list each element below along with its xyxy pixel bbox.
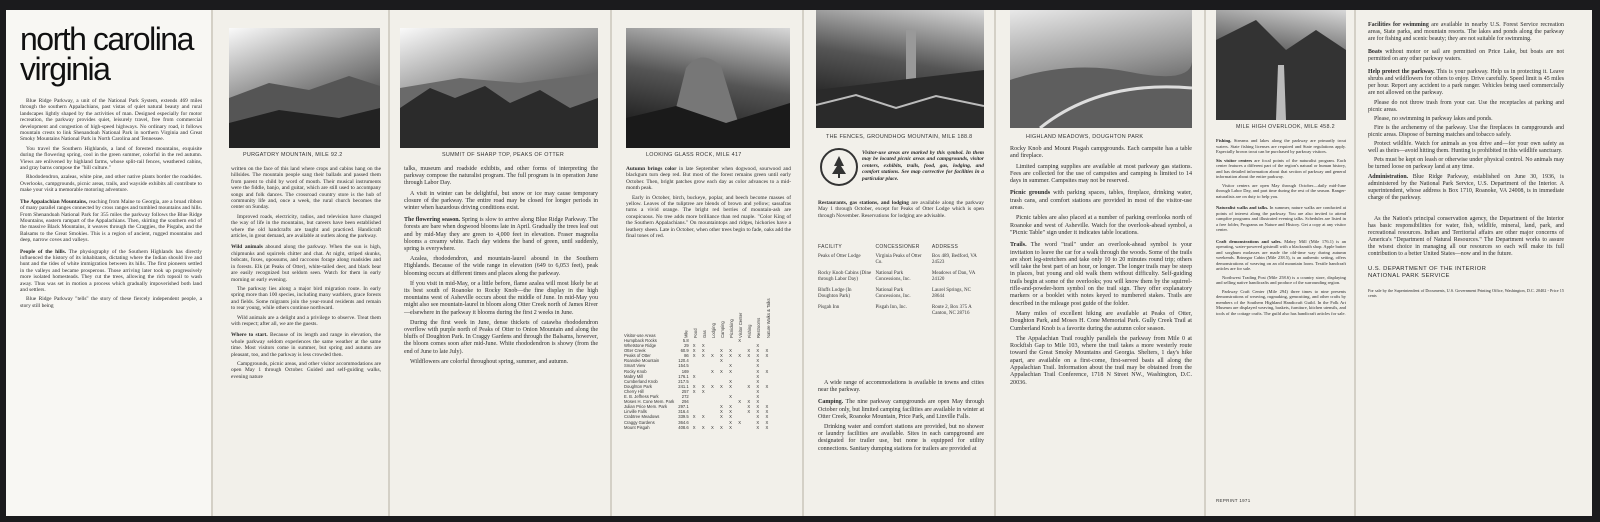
trash-paragraph: Please do not throw trash from your car. Use the receptacles at parking and picnic areas. (1368, 100, 1564, 113)
respect-paragraph: Wild animals are a delight and a privilege to observe. Treat them with respect; after all, we are the guests. (231, 314, 381, 327)
brochure-sheet (6, 10, 1592, 516)
panel-looking-glass (612, 10, 802, 516)
panel-purgatory (213, 10, 388, 516)
sharp-top-photo (400, 28, 598, 148)
facility-cell: Pisgah Inn (818, 305, 840, 310)
area-name-cell: Linville Falls (624, 409, 647, 415)
accommodations-paragraph: A wide range of accommodations is available in towns and cities near the parkway. (818, 380, 984, 394)
story-paragraph: Blue Ridge Parkway "tells" the story of these fiercely independent people, a story still being (20, 296, 202, 309)
facility-mark-cell: X (756, 343, 760, 349)
facility-mark-cell: X (710, 368, 714, 374)
facility-mark-cell: X (756, 368, 760, 374)
wild-animals-heading: Wild animals (231, 244, 263, 251)
autumn-heading: Autumn brings color (626, 166, 677, 172)
people-paragraph: The physiography of the Southern Highlands has directly influenced the history of its inhabitants, dictating where the Indian should live and hunt and the tides of white immigration between its hills. The first pioneers settled in the valleys and became prosperous. Those arriving later took up progressively more isolated homesteads. They cut the trees, allowing the rich topsoil to wash away. Thus was set in motion a process which gradually impoverished both land and settlers. (20, 248, 202, 293)
facility-mark-cell (745, 425, 754, 430)
reprint-label: REPRINT 1971 (1216, 498, 1251, 503)
protect-heading: Help protect the parkway. (1368, 69, 1435, 75)
purgatory-caption: PURGATORY MOUNTAIN, MILE 92.2 (243, 152, 343, 158)
appalachian-heading: The Appalachian Mountains, (20, 198, 88, 205)
campgrounds-paragraph: Campgrounds, picnic areas, and other visitor accommodations are open May 1 through October. Guided and self-guiding walks, evening nature (231, 360, 381, 380)
table-header-cell: Fishing (747, 324, 753, 338)
facility-mark-cell: X (756, 378, 760, 384)
area-name-cell: Peaks of Otter (624, 353, 651, 359)
facility-mark-cell: X (701, 424, 705, 430)
flowering-season-paragraph: Spring is slow to arrive along Blue Ridge Parkway. The forests are bare when dogwood blooms late in April. Gradually the trees leaf out and by mid-May they are green to 4,000 feet in elevation. Fraser magnolia blooms a creamy white. Each day widens the band of green, until suddenly, spring is everywhere. (404, 217, 598, 253)
drinking-water-paragraph: Drinking water and comfort stations are provided, but no shower or laundry facilities are available. Sites in each campground are designated for trailer use, but none is equipped for utility connections. Sanitary dumping stations for trailers are provided at (818, 424, 984, 452)
facility-mark-cell: X (738, 399, 742, 405)
address-cell: Box 489, Bedford, VA 24523 (931, 254, 977, 265)
facility-mark-cell: X (747, 383, 751, 389)
october-paragraph: Early in October, birch, buckeye, poplar, and beech become masses of yellow. Leaves of the tuliptree are blends of brown and yellow; sassafras turns a vivid orange. The bright red berries of mountain-ash are conspicuous. No tree adds more brilliance than red maple. "Color King of the Southern Appalachians." On mountaintops and ridges, hickories have a leathery sheen. Late in October, when other trees begin to fade, oaks add the final tones of red. (626, 194, 791, 240)
table-header-cell: Restrooms (756, 317, 762, 338)
address-cell: Laurel Springs, NC 28644 (931, 288, 971, 299)
panel-highland-meadows (996, 10, 1204, 516)
area-name-cell: Roanoke Mountain (624, 358, 660, 364)
facility-mark-cell: X (765, 419, 769, 425)
wild-animals-paragraph: abound along the parkway. When the sun is high, chipmunks and squirrels chitter and chat. At night, striped skunks, bobcats, foxes, opossums, and raccoons forage along roadsides and in forests. Elk (at Peaks of Otter), white-tailed deer, and black bear are easily recognized but seldom seen. Watch for them in early morning or early evening. (231, 244, 381, 283)
facility-mark-cell: X (729, 394, 732, 400)
facility-mark-cell: X (729, 414, 732, 420)
facility-mark-cell: X (738, 419, 742, 425)
facility-mark-cell: X (729, 353, 732, 359)
table-header-cell: Food (692, 328, 698, 338)
facility-mark-cell: X (765, 348, 769, 354)
concessions-table (818, 244, 984, 322)
concessioner-cell: National Park Concessions, Inc. (875, 288, 911, 299)
facility-mark-cell: X (720, 414, 723, 420)
facility-mark-cell: X (729, 404, 732, 410)
appalachian-trail-paragraph: The Appalachian Trail roughly parallels the parkway from Mile 0 at Rockfish Gap to Mile 103, where the trail takes a more westerly route toward the Great Smoky Mountains and Georgia. Shelters, 1 day's hike apart, are available on a first-come, first-served basis all along the Appalachian Trail. Information about the trail may be obtained from the Appalachian Trail Conference, 1718 N Street NW., Washington, D.C. 20036. (1010, 335, 1192, 386)
facility-mark-cell: X (738, 338, 742, 343)
mile-cell: 294 (681, 399, 689, 405)
intro-paragraph: Blue Ridge Parkway, a unit of the National Park System, extends 469 miles through the southern Appalachians, past vistas of quiet natural beauty and rural landscapes lightly shaped by the activities of man. Designed especially for motor recreation, the parkway provides quiet, leisurely travel, free from commercial development and congestion of high-speed highways. No ordinary road, it follows mountain crests to link Shenandoah National Park in northern Virginia and Great Smoky Mountains National Park in North Carolina and Tennessee. (20, 98, 202, 143)
facility-mark-cell: X (720, 358, 723, 364)
wildlife-paragraph: Protect wildlife. Watch for animals as you drive and—for your own safety as well as theirs—avoid hitting them. Hunting is prohibited in this wildlife sanctuary. (1368, 141, 1564, 154)
facility-mark-cell: X (692, 414, 696, 420)
mile-cell: 316.4 (678, 409, 689, 415)
table-header-cell: Lodging (710, 323, 716, 338)
restaurants-heading: Restaurants, gas stations, and lodging (818, 200, 909, 206)
facility-mark-cell: X (765, 409, 769, 415)
panel8-text (1368, 22, 1564, 298)
camping-supplies-paragraph: Limited camping supplies are available at most parkway gas stations. Fees are collected for the use of campsites and camping is limited to 14 days in summer. Campsites may not be reserved. (1010, 163, 1192, 185)
where-to-start-heading: Where to start. (231, 332, 268, 339)
restaurants-paragraph: are available along the parkway May 1 through October, except for Peaks of Otter Lodge which is open through November. Reservations for lodging are advisable. (818, 200, 984, 219)
panel7-text (1216, 138, 1346, 316)
area-name-cell: Rocky Knob (624, 368, 647, 374)
facility-mark-cell: X (720, 348, 723, 354)
people-heading: People of the hills. (20, 248, 67, 255)
facility-mark-cell: X (729, 424, 732, 430)
sale-notice: For sale by the Superintendent of Documents, U.S. Government Printing Office, Washington, D.C. 20402 - Price 15 cents (1368, 288, 1564, 298)
visitor-hours-paragraph: Visitor centers are open May through October—daily mid-June through Labor Day, and part time during the rest of the season. Ranger-naturalists are on duty to help you. (1216, 182, 1346, 199)
where-to-start-paragraph: Because of its length and range in elevation, the whole parkway seldom experiences the same weather at the same time. Most visitors come in summer, but spring and autumn are pleasant, too, and the parkway is less crowded then. (231, 332, 381, 358)
intro-text (20, 98, 202, 309)
mountain-people-paragraph: written on the face of this land where crops and cabins hang on the hillsides. The mountain people sang their ballads and passed them from parent to child by word of mouth. Their musical instruments were the fiddle, banjo, and guitar, which are still used to accompany songs and folk dances. The crossroad country store is the hub of community life and, once a week, the rural church becomes the center on Sunday. (231, 166, 381, 211)
fishing-paragraph: Streams and lakes along the parkway are primarily trout waters. State fishing licenses are required and State regulations apply. Especially brown trout can be purchased by parkway visitors. (1216, 138, 1346, 154)
facility-mark-cell: X (701, 388, 705, 394)
looking-glass-rock-photo (626, 28, 790, 148)
facility-mark-cell: X (692, 388, 696, 394)
boats-heading: Boats (1368, 49, 1383, 55)
administration-paragraph: Blue Ridge Parkway, established on June 30, 1936, is administered by the National Park Service, U.S. Department of the Interior. A superintendent, whose address is Box 1710, Roanoke, VA 24008, is in immediate charge of the parkway. (1368, 174, 1564, 201)
fire-paragraph: Fire is the archenemy of the parkway. Use the fireplaces in campgrounds and picnic areas. Dispose of burning matches and tobacco safely. (1368, 125, 1564, 138)
facility-mark-cell: X (756, 424, 760, 430)
area-name-cell: Humpback Rocks (624, 338, 657, 343)
facility-mark-cell: X (765, 404, 769, 410)
facility-mark-cell: X (692, 424, 696, 430)
facility-mark-cell: X (765, 424, 769, 430)
mile-high-overlook-photo (1216, 10, 1346, 120)
craft-heading: Craft demonstrations and sales. (1216, 238, 1282, 244)
panel4-text (626, 166, 791, 239)
mile-cell: 86 (684, 353, 689, 359)
table-row (818, 254, 984, 271)
highland-meadows-caption: HIGHLAND MEADOWS, DOUGHTON PARK (1026, 134, 1144, 140)
facility-mark-cell: X (729, 378, 732, 384)
facility-mark-cell: X (729, 419, 732, 425)
no-swimming-paragraph: Please, no swimming in parkway lakes and ponds. (1374, 116, 1493, 122)
facility-mark-cell: X (692, 348, 696, 354)
mile-cell: 176.1 (678, 373, 689, 379)
visitor-centers-heading: Six visitor centers (1216, 157, 1253, 163)
area-name-cell: Moses H. Cone Mem. Park (624, 399, 675, 405)
panel-mile-high (1206, 10, 1354, 516)
area-name-cell: Doughton Park (624, 383, 652, 389)
mile-cell: 120.4 (678, 358, 689, 364)
facility-mark-cell: X (710, 383, 714, 389)
conc-header-cell: CONCESSIONER (875, 244, 920, 250)
appalachian-paragraph: reaching from Maine to Georgia, are a broad ribbon of many parallel ranges connected by cross ranges and tumbled mountains and hills. From Shenandoah National Park for 355 miles the parkway follows the Blue Ridge Mountains, eastern rampart of the Appalachians. Then, skirting the southern end of the massive Black Mountains, it weaves through the Craggies, the Pisgahs, and the Balsams to the Great Smokies. This is a region of ancient, rugged mountains and deep, narrow coves and valleys. (20, 198, 202, 244)
facility-mark-cell: X (756, 419, 760, 425)
facility-mark-cell: X (765, 414, 769, 420)
facility-mark-cell: X (729, 409, 732, 415)
trails-heading: Trails. (1010, 242, 1027, 249)
groundhog-fences-photo (816, 10, 984, 128)
facility-mark-cell: X (701, 353, 705, 359)
facility-mark-cell: X (756, 353, 760, 359)
mile-cell: 241.1 (678, 383, 689, 389)
facility-mark-cell: X (692, 353, 696, 359)
facility-mark-cell (736, 425, 745, 430)
naturalist-walks-heading: Naturalist walks and talks. (1216, 205, 1269, 210)
facility-cell: Rocky Knob Cabins (Dine through Labor Day) (818, 271, 872, 282)
naturalist-walks-paragraph: In summer, nature walks are conducted at points of interest along the parkway. You are also invited to attend campfire programs and illustrated evening talks. Schedules are listed in a free folder, Programs on Nature and History. Get a copy at any visitor center. (1216, 205, 1347, 232)
area-name-cell: Julian Price Mem. Park (624, 404, 668, 410)
conc-header-cell: FACILITY (818, 244, 843, 250)
trails-paragraph: The word "trail" under an overlook-ahead symbol is your invitation to leave the car for a walk through the woods. Some of the trails are short leg-stretchers and take only 10 to 20 minutes round trip; others will take the best part of an hour, or longer. The longer trails may be steep in places, but young and old walk them without difficulty. Self-guiding trails begin at some of the overlooks; you will know them by the squirrel-rifle-and-powder-horn symbol on the trail sign. They offer explanatory markers or a booklet with notes keyed to numbered stakes. Trails are described in the mileage post guide of the folder. (1010, 242, 1192, 307)
swimming-heading: Facilities for swimming (1368, 22, 1429, 28)
facility-mark-cell: X (747, 409, 751, 415)
table-row (818, 305, 984, 322)
mile-cell: 5.8 (682, 338, 689, 343)
facility-mark-cell: X (729, 368, 732, 374)
panel5-text-bottom (818, 380, 984, 453)
looking-glass-caption: LOOKING GLASS ROCK, MILE 417 (646, 152, 742, 158)
area-name-cell: E. B. Jeffress Park (624, 394, 659, 400)
facility-mark-cell: X (692, 383, 696, 389)
table-row (818, 288, 984, 305)
brochure-title (20, 21, 193, 87)
facility-mark-cell: X (756, 388, 760, 394)
facility-mark-cell: X (756, 399, 760, 405)
facility-mark-cell: X (756, 383, 760, 389)
table-header-cell: Mile (683, 330, 689, 338)
mile-cell: 217.5 (678, 378, 689, 384)
facility-mark-cell: X (756, 348, 760, 354)
facility-mark-cell: X (756, 358, 760, 364)
trading-post-paragraph: Northwest Trading Post (Mile 258.6) is a country store, displaying and selling native handicrafts and produce of the surrounding region. (1216, 274, 1346, 285)
facility-mark-cell: X (756, 404, 760, 410)
purgatory-mountain-photo (229, 28, 380, 148)
plants-paragraph: Rhododendron, azaleas, white pine, and other native plants border the roadsides. Overlooks, campgrounds, picnic areas, trails, and wayside exhibits all contribute to make your visit a memorable motoring adventure. (20, 174, 202, 194)
protect-paragraph: This is your parkway. Help us in protecting it. Leave shrubs and wildflowers for others to enjoy. Drive carefully. Speed limit is 45 miles per hour. Report any accident to a park ranger. Vehicles being used commercially are not allowed on the parkway. (1368, 69, 1565, 96)
conc-header-cell: ADDRESS (931, 244, 959, 250)
naturalist-program-paragraph: talks, museum and roadside exhibits, and other forms of interpreting the parkway compose the naturalist program. The full program is in operation June through Labor Day. (404, 166, 598, 187)
picnic-grounds-paragraph: with parking spaces, tables, fireplace, drinking water, trash cans, and comfort stations are provided in most of the visitor-use areas. (1010, 190, 1192, 212)
facility-mark-cell: X (747, 399, 751, 405)
department-block (1368, 266, 1564, 280)
boats-paragraph: without motor or sail are permitted on Price Lake, but boats are not permitted on any other parkway waters. (1368, 49, 1564, 62)
pets-paragraph: Pets must be kept on leash or otherwise under physical control. No animals may be turned loose on parkway land at any time. (1368, 157, 1564, 170)
facility-mark-cell: X (729, 383, 732, 389)
table-row (818, 271, 984, 288)
symbol-legend: Visitor-use areas are marked by this symbol. In them may be located picnic areas and campgrounds, visitor centers, exhibits, trails, food, gas, lodging, and comfort stations. See map corrective for facilities in a particular place. (862, 150, 984, 182)
panel-back (1356, 10, 1592, 516)
area-name-cell: Craggy Gardens (624, 419, 655, 425)
highlands-paragraph: You travel the Southern Highlands, a land of forested mountains, exquisite during the flowering spring, cool in the green summer, colorful in the red autumn. Views are enlivened by highland farms, whose split-rail fences, weathered cabins, and gray barns compose the "hill culture." (20, 145, 202, 172)
cover-panel (6, 10, 211, 516)
facility-mark-cell: X (692, 373, 696, 379)
mile-cell: 272 (681, 394, 689, 400)
area-name-cell: Whetstone Ridge (624, 343, 657, 349)
facility-mark-cell: X (720, 368, 723, 374)
mile-cell: 297.1 (678, 404, 689, 410)
winter-paragraph: A visit in winter can be delightful, but snow or ice may cause temporary closure of the parkway. The entire road may be closed for longer periods in winter when hazardous driving conditions exist. (404, 190, 598, 212)
area-name-cell: Cumberland Knob (624, 378, 658, 384)
panel2-text (231, 166, 381, 380)
table-header-cell: Gas (701, 330, 707, 338)
facility-mark-cell: X (747, 353, 751, 359)
facility-cell: Bluffs Lodge (In Doughton Park) (818, 288, 852, 299)
bird-migration-paragraph: The parkway lies along a major bird migration route. In early spring more than 100 species, including many warblers, grace forests and fields. Some migrants join the year-round residents and remain to rear young, while others continue northward. (231, 285, 381, 312)
facility-mark-cell: X (701, 414, 705, 420)
visitor-use-table (622, 286, 773, 430)
facility-mark-cell: X (747, 404, 751, 410)
facility-mark-cell: X (701, 343, 705, 349)
facility-mark-cell: X (720, 404, 723, 410)
fences-caption: THE FENCES, GROUNDHOG MOUNTAIN, MILE 188.8 (826, 134, 973, 140)
mile-cell: 169 (681, 368, 689, 374)
facility-mark-cell: X (756, 409, 760, 415)
panel-sharp-top (390, 10, 610, 516)
picnic-tables-paragraph: Picnic tables are also placed at a number of parking overlooks north of Roanoke and west of Asheville. Watch for the overlook-ahead symbol, a "Picnic Table" sign under it indicates table locations. (1010, 215, 1192, 236)
address-cell: Route 2, Box 375 A Canton, NC 28716 (931, 305, 972, 316)
mid-may-paragraph: If you visit in mid-May, or a little before, flame azalea will most likely be at its best south of Roanoke to Rocky Knob—the fine display in the high mountains west of Asheville occurs about the middle of June. In mid-May you might also see mountain-laurel in bloom along Otter Creek north of James River—elsewhere in the parkway it blooms during the first 2 weeks in June. (404, 280, 598, 316)
area-name-cell: Smart View (624, 363, 646, 369)
june-paragraph: During the first week in June, dense thickets of catawba rhododendron overflow with purple north of Peaks of Otter to Onion Mountain and along the bluffs of Doughton Park. In Craggy Gardens and through the Balsams, however, the bloom comes soon after mid-June. White rhododendron is showy (from the end of June to late July). (404, 319, 598, 355)
facility-mark-cell: X (710, 353, 714, 359)
table-header-cell: Visitor-use Areas (624, 332, 656, 338)
mile-cell: 257 (681, 388, 689, 394)
facility-mark-cell: X (720, 424, 723, 430)
camping-heading: Camping. (818, 399, 844, 406)
fishing-heading: Fishing. (1216, 138, 1232, 143)
autumn-paragraph: in late September when dogwood, sourwood and blackgum turn deep red. But most of the forest remains green until early October. Then, bright patches grow each day as color advances to a mid-month peak. (626, 166, 791, 192)
facility-cell: Peaks of Otter Lodge (818, 254, 861, 259)
area-name-cell: Otter Creek (624, 348, 646, 354)
table-row (622, 425, 773, 430)
mile-cell: 364.6 (678, 419, 689, 425)
facility-mark-cell: X (720, 409, 723, 415)
visitor-use-symbol-icon (820, 148, 858, 186)
facility-mark-cell: X (729, 363, 732, 369)
facility-mark-cell: X (756, 394, 760, 400)
table-header-cell: Nature Walks & Talks (765, 298, 771, 338)
craft-paragraph: Mabry Mill (Mile 176.1) is an operating, water-powered gristmill with a blacksmith shop. Apple butter and sorghum molasses are made the old-time way during autumn weekends. Brinegar Cabin (Mile 238.5), is an authentic setting, offers demonstrations of weaving on an old mountain loom. Textile handcraft articles are for sale. (1216, 238, 1346, 271)
azalea-paragraph: Azalea, rhododendron, and mountain-laurel abound in the Southern Highlands. Because of the wide range in elevation (649 to 6,053 feet), peak blooming occurs at different times and places along the parkway. (404, 256, 598, 277)
mile-cell: 29 (684, 343, 689, 349)
facility-mark-cell: X (729, 348, 732, 354)
facility-mark-cell: X (756, 363, 760, 369)
administration-heading: Administration. (1368, 174, 1409, 180)
hiking-paragraph: Many miles of excellent hiking are available at Peaks of Otter, Doughton Park, and Moses H. Cone Memorial Park. Gully Creek Trail at Cumberland Knob is a favorite during the autumn color season. (1010, 310, 1192, 332)
mile-cell: 339.5 (678, 414, 689, 420)
panel3-text (404, 166, 598, 366)
table-header-cell: Visitor Center (738, 312, 744, 338)
facility-mark-cell: X (765, 383, 769, 389)
facility-mark-cell: X (765, 353, 769, 359)
area-name-cell: Cherry Hill (624, 388, 644, 394)
panel6-text (1010, 146, 1192, 387)
panel5-text-top (818, 200, 984, 219)
wildflowers-paragraph: Wildflowers are colorful throughout spring, summer, and autumn. (410, 358, 569, 365)
table-header-cell: Camping (720, 321, 726, 338)
concessioner-cell: Pisgah Inn, Inc. (875, 305, 907, 310)
area-name-cell: Crabtree Meadows (624, 414, 660, 420)
picnic-grounds-heading: Picnic grounds (1010, 190, 1051, 197)
facility-mark-cell: X (720, 383, 723, 389)
facility-mark-cell: X (738, 353, 742, 359)
facility-mark-cell: X (692, 343, 696, 349)
swimming-paragraph: are available in nearby U.S. Forest Service recreation areas, State parks, and mountain resorts. The lakes and ponds along the parkway are for fishing and scenic beauty; they are not suitable for swimming. (1368, 22, 1564, 42)
highland-meadows-photo (1010, 10, 1192, 128)
title-line-1: north carolina (20, 21, 193, 57)
flowering-season-heading: The flowering season. (404, 217, 461, 224)
facility-mark-cell: X (765, 368, 769, 374)
facility-mark-cell: X (756, 414, 760, 420)
mile-cell: 60.9 (680, 348, 689, 354)
mile-high-caption: MILE HIGH OVERLOOK, MILE 458.2 (1236, 124, 1335, 130)
sharp-top-caption: SUMMIT OF SHARP TOP, PEAKS OF OTTER (442, 152, 565, 158)
campsite-paragraph: Rocky Knob and Mount Pisgah campgrounds. Each campsite has a table and fireplace. (1010, 146, 1192, 160)
improved-roads-paragraph: Improved roads, electricity, radios, and television have changed the way of life in the mountains, but careers have been established where the old handcrafts are taught and practiced. Handicraft articles, in great demand, are available at outlets along the parkway. (231, 213, 381, 240)
agency-name: NATIONAL PARK SERVICE (1368, 273, 1450, 279)
facility-mark-cell: X (701, 383, 705, 389)
facility-mark-cell: X (747, 348, 751, 354)
concessioner-cell: National Park Concessions, Inc. (875, 271, 911, 282)
table-header-cell: Picnicking (729, 319, 735, 338)
panel-fences (804, 10, 994, 516)
conservation-paragraph: As the Nation's principal conservation agency, the Department of the Interior has basic responsibilities for water, fish, wildlife, mineral, land, park, and recreational resources. Indian and Territorial affairs are other major concerns of America's "Department of Natural Resources." The Department works to assure the wisest choice in managing all our resources so each will make its full contribution to a better United States—now and in the future. (1368, 216, 1564, 257)
mile-cell: 408.6 (678, 424, 689, 430)
visitor-centers-paragraph: are focal points of the naturalist program. Each center features a different part of the region's natural or human history, and has detailed information about that section of parkway and general information about the entire parkway. (1216, 157, 1347, 179)
visitor-use-rows (622, 338, 773, 430)
title-line-2: virginia (20, 51, 110, 87)
facility-mark-cell: X (710, 424, 714, 430)
area-name-cell: Mabry Mill (624, 373, 644, 379)
craft-center-paragraph: Parkway Craft Center (Mile 294) three times to nine presents demonstrations of weaving, rugmaking, gemcutting, and other crafts by members of the Southern Highland Handicraft Guild. In the Folk Art Museum are displayed weaving, baskets, furniture, kitchen utensils, and tools of the cottage crafts. The guild also has handicraft articles for sale. (1216, 288, 1346, 316)
concessioner-cell: Virginia Peaks of Otter Co. (875, 254, 922, 265)
area-name-cell: Mount Pisgah (624, 424, 650, 430)
address-cell: Meadows of Dan, VA 24120 (931, 271, 976, 282)
facility-mark-cell: X (720, 353, 723, 359)
facility-mark-cell: X (701, 348, 705, 354)
department-name: U.S. DEPARTMENT OF THE INTERIOR (1368, 266, 1487, 272)
camping-paragraph: The nine parkway campgrounds are open May through October only, but limited camping facilities are available in winter at Otter Creek, Roanoke Mountain, Price Park, and Linville Falls. (818, 399, 984, 420)
facility-mark-cell: X (756, 373, 760, 379)
mile-cell: 154.5 (678, 363, 689, 369)
